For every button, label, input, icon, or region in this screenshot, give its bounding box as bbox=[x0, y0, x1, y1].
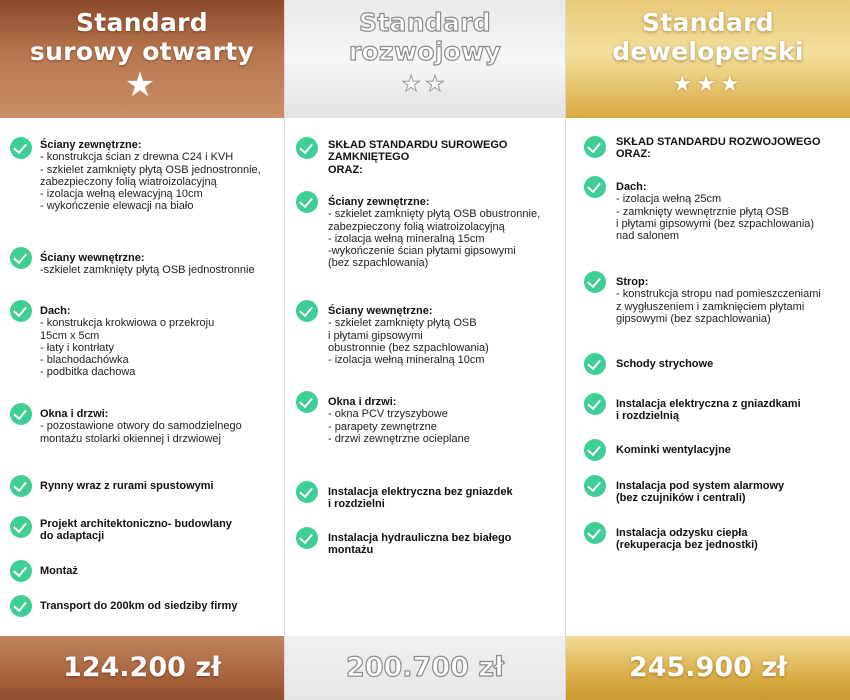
item-heading: montażu bbox=[328, 544, 374, 557]
item-heading: ORAZ: bbox=[616, 148, 651, 161]
star-rating-icon: ★★★ bbox=[672, 72, 744, 97]
item-line: - łaty i kontrłaty bbox=[40, 341, 114, 354]
item-line: - izolacja wełną 25cm bbox=[616, 193, 722, 206]
check-icon bbox=[10, 300, 32, 322]
check-icon bbox=[584, 271, 606, 293]
item-line: - szkielet zamknięty płytą OSB bbox=[328, 317, 477, 330]
item-line: zabezpieczony folią wiatroizolacyjną bbox=[40, 175, 217, 188]
star-rating-icon: ★★ bbox=[401, 72, 449, 97]
check-icon bbox=[10, 137, 32, 159]
feature-list bbox=[566, 118, 850, 636]
item-line: - szkielet zamknięty płytą OSB obustronnie, bbox=[328, 208, 541, 221]
item-heading: ZAMKNIĘTEGO bbox=[328, 151, 410, 164]
item-heading: Transport do 200km od siedziby firmy bbox=[40, 600, 238, 612]
item-line: z wygłuszeniem i zamknięciem płytami bbox=[616, 300, 805, 313]
item-heading: ORAZ: bbox=[328, 163, 363, 176]
item-line: - okna PCV trzyszybowe bbox=[328, 408, 448, 421]
item-line: - izolacja wełną mineralną 15cm bbox=[328, 232, 485, 245]
header-deweloperski bbox=[566, 0, 850, 118]
item-line: - zamknięty wewnętrznie płytą OSB bbox=[616, 205, 790, 218]
item-line: - parapety zewnętrzne bbox=[328, 420, 437, 433]
star-rating-icon: ★ bbox=[124, 65, 160, 105]
column-rozwojowy bbox=[284, 0, 566, 700]
check-icon bbox=[10, 403, 32, 425]
check-icon bbox=[296, 527, 318, 549]
item-line: nad salonem bbox=[616, 230, 679, 243]
item-heading: Ściany zewnętrzne: bbox=[328, 196, 430, 208]
item-heading: i rozdzielni bbox=[328, 498, 385, 511]
header-surowy-otwarty bbox=[0, 0, 284, 118]
check-icon bbox=[10, 560, 32, 582]
item-heading: Montaż bbox=[40, 565, 78, 577]
price-label: 245.900 zł bbox=[628, 652, 788, 683]
item-heading: Projekt architektoniczno- budowlany bbox=[40, 518, 232, 530]
item-heading: Ściany zewnętrzne: bbox=[40, 139, 142, 151]
item-line: - izolacja wełną elewacyjną 10cm bbox=[40, 188, 203, 201]
column-title bbox=[0, 0, 284, 66]
item-line: - szkielet zamknięty płytą OSB jednostronnie, bbox=[40, 163, 261, 176]
title-line-2: rozwojowy bbox=[348, 37, 502, 66]
check-icon bbox=[296, 391, 318, 413]
item-line: - izolacja wełną mineralną 10cm bbox=[328, 354, 485, 367]
item-heading: Kominki wentylacyjne bbox=[616, 444, 731, 456]
item-line: i płytami gipsowymi (bez szpachlowania) bbox=[616, 217, 815, 230]
item-heading: Instalacja elektryczna bez gniazdek bbox=[328, 486, 513, 498]
item-line: -wykończenie ścian płytami gipsowymi bbox=[328, 245, 516, 258]
item-heading: SKŁAD STANDARDU SUROWEGO bbox=[328, 139, 508, 151]
item-heading: (rekuperacja bez jednostki) bbox=[616, 539, 758, 552]
item-line: -szkielet zamknięty płytą OSB jednostronnie bbox=[40, 264, 255, 277]
check-icon bbox=[584, 439, 606, 461]
item-line: i płytami gipsowymi bbox=[328, 329, 423, 342]
check-icon bbox=[10, 475, 32, 497]
item-line: montażu stolarki okiennej i drzwiowej bbox=[40, 432, 221, 445]
check-icon bbox=[10, 595, 32, 617]
price-label: 200.700 zł bbox=[345, 652, 505, 683]
item-heading: Okna i drzwi: bbox=[328, 396, 397, 408]
item-line: obustronnie (bez szpachlowania) bbox=[328, 341, 489, 354]
title-line-1: Standard bbox=[641, 8, 774, 37]
item-heading: Ściany wewnętrzne: bbox=[328, 305, 433, 317]
check-icon bbox=[584, 522, 606, 544]
price-footer bbox=[0, 636, 284, 700]
item-heading: Strop: bbox=[616, 276, 649, 288]
item-line: - drzwi zewnętrzne ocieplane bbox=[328, 432, 470, 445]
item-line: - konstrukcja stropu nad pomieszczeniami bbox=[616, 288, 821, 301]
price-footer bbox=[285, 636, 565, 700]
column-title bbox=[285, 0, 565, 66]
item-line: - wykończenie elewacji na biało bbox=[40, 200, 194, 213]
item-heading: Instalacja elektryczna z gniazdkami bbox=[616, 398, 801, 410]
check-icon bbox=[584, 176, 606, 198]
check-icon bbox=[10, 247, 32, 269]
item-heading: Dach: bbox=[616, 181, 647, 193]
item-line: (bez szpachlowania) bbox=[328, 257, 429, 270]
item-heading: do adaptacji bbox=[40, 530, 105, 543]
check-icon bbox=[296, 481, 318, 503]
item-heading: Instalacja hydrauliczna bez białego bbox=[328, 532, 512, 544]
check-icon bbox=[584, 136, 606, 158]
header-rozwojowy bbox=[285, 0, 565, 118]
item-line: - pozostawione otwory do samodzielnego bbox=[40, 420, 242, 433]
title-line-1: Standard bbox=[75, 8, 208, 37]
title-line-2: deweloperski bbox=[612, 37, 804, 66]
check-icon bbox=[296, 300, 318, 322]
item-heading: SKŁAD STANDARDU ROZWOJOWEGO bbox=[616, 136, 821, 148]
check-icon bbox=[584, 353, 606, 375]
check-icon bbox=[584, 393, 606, 415]
column-deweloperski bbox=[566, 0, 850, 700]
check-icon bbox=[10, 516, 32, 538]
price-label: 124.200 zł bbox=[62, 652, 222, 683]
item-heading: Instalacja odzysku ciepła bbox=[616, 527, 748, 539]
item-line: - podbitka dachowa bbox=[40, 366, 136, 379]
item-heading: (bez czujników i centrali) bbox=[616, 492, 746, 505]
item-heading: i rozdzielnią bbox=[616, 410, 679, 423]
item-line: zabezpieczony folią wiatroizolacyjną bbox=[328, 220, 505, 233]
feature-list bbox=[0, 118, 284, 636]
check-icon bbox=[584, 475, 606, 497]
column-title bbox=[566, 0, 850, 66]
item-line: 15cm x 5cm bbox=[40, 329, 100, 342]
item-line: gipsowymi (bez szpachlowania) bbox=[616, 312, 771, 325]
item-heading: Dach: bbox=[40, 305, 71, 317]
title-line-2: surowy otwarty bbox=[29, 37, 255, 66]
title-line-1: Standard bbox=[358, 8, 491, 37]
check-icon bbox=[296, 137, 318, 159]
column-surowy-otwarty bbox=[0, 0, 284, 700]
item-line: - konstrukcja ścian z drewna C24 i KVH bbox=[40, 151, 234, 164]
item-heading: Ściany wewnętrzne: bbox=[40, 252, 145, 264]
feature-list bbox=[285, 118, 565, 636]
item-line: - blachodachówka bbox=[40, 354, 129, 367]
check-icon bbox=[296, 191, 318, 213]
item-heading: Okna i drzwi: bbox=[40, 408, 109, 420]
item-heading: Rynny wraz z rurami spustowymi bbox=[40, 480, 214, 492]
item-heading: Schody strychowe bbox=[616, 358, 714, 370]
price-footer bbox=[566, 636, 850, 700]
item-line: - konstrukcja krokwiowa o przekroju bbox=[40, 317, 215, 330]
item-heading: Instalacja pod system alarmowy bbox=[616, 480, 785, 492]
